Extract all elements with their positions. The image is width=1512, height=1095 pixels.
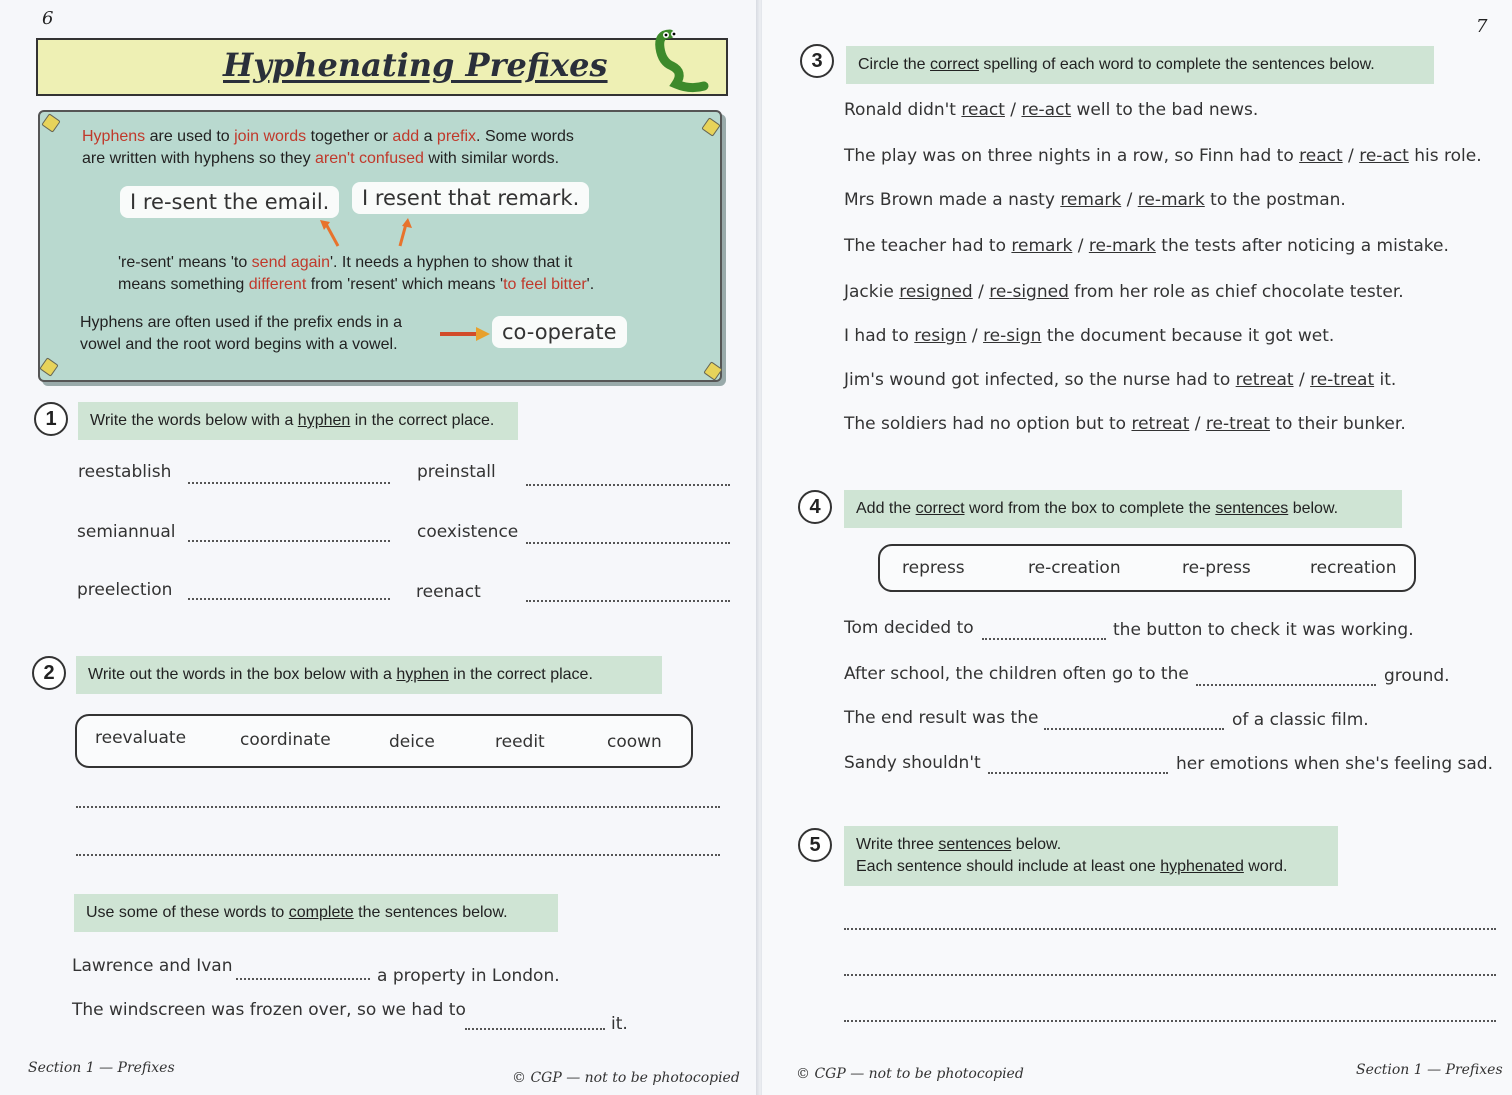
- q1-word: semiannual: [77, 522, 176, 542]
- q4-sentence-2-start: After school, the children often go to the: [844, 664, 1189, 684]
- q4-sentence-2-end: ground.: [1384, 666, 1450, 686]
- q2-answer-line[interactable]: [76, 806, 720, 808]
- q3-option-separator: /: [1004, 100, 1022, 120]
- q1-answer-line[interactable]: [526, 484, 730, 486]
- q3-sentence: [844, 414, 1406, 434]
- q3-option-separator: /: [972, 282, 990, 302]
- q3-option-2[interactable]: re-sign: [983, 326, 1042, 346]
- q5-instruction: Write three sentences below. Each sentence should include at least one hyphenated word.: [844, 826, 1338, 886]
- q1-word: reenact: [416, 582, 481, 602]
- q5-answer-line[interactable]: [844, 1020, 1496, 1022]
- q3-sentence-text: Ronald didn't: [844, 100, 962, 120]
- q2b-instruction: Use some of these words to complete the sentences below.: [74, 894, 558, 932]
- q1-answer-line[interactable]: [188, 482, 390, 484]
- q3-option-2[interactable]: re-signed: [989, 282, 1069, 302]
- question-number-1: 1: [34, 402, 68, 436]
- q5-answer-line[interactable]: [844, 974, 1496, 976]
- explain-text: 're-sent' means 'to send again'. It needs a hyphen to show that it means something different from 'resent' which means 'to feel bitter'.: [118, 254, 595, 293]
- q3-sentence-text: the document because it got wet.: [1041, 326, 1335, 346]
- q3-option-2[interactable]: re-act: [1359, 146, 1409, 166]
- q2b-sentence-2-end: it.: [611, 1014, 628, 1034]
- q3-option-1[interactable]: react: [961, 100, 1005, 120]
- q3-sentence-text: his role.: [1408, 146, 1482, 166]
- q3-sentence: [844, 236, 1449, 256]
- q2-box-word: coordinate: [240, 730, 331, 750]
- q3-instruction: Circle the correct spelling of each word to complete the sentences below.: [846, 46, 1434, 84]
- q3-option-1[interactable]: remark: [1011, 236, 1073, 256]
- question-number-5: 5: [798, 828, 832, 862]
- q4-instruction: Add the correct word from the box to complete the sentences below.: [844, 490, 1402, 528]
- q3-sentence: [844, 146, 1482, 166]
- q3-sentence: [844, 190, 1346, 210]
- q5-answer-line[interactable]: [844, 928, 1496, 930]
- q3-sentence-text: well to the bad news.: [1071, 100, 1259, 120]
- q4-sentence-1-start: Tom decided to: [844, 618, 974, 638]
- q2-box-word: coown: [607, 732, 662, 752]
- q3-sentence-text: Jackie: [844, 282, 900, 302]
- footer-copyright-right: © CGP — not to be photocopied: [796, 1066, 1024, 1082]
- vowel-rule-text: Hyphens are often used if the prefix ends in a vowel and the root word begins with a vowel.: [80, 314, 402, 353]
- q3-option-separator: /: [1293, 370, 1311, 390]
- q3-option-separator: /: [966, 326, 984, 346]
- q2b-sentence-2-start: The windscreen was frozen over, so we had to: [72, 1000, 466, 1020]
- q1-word: preinstall: [417, 462, 496, 482]
- q3-sentence: [844, 100, 1258, 120]
- q4-box-word: re-press: [1182, 558, 1251, 578]
- q2b-answer-line[interactable]: [465, 1028, 605, 1030]
- q4-box-word: repress: [902, 558, 965, 578]
- pointer-arrows-icon: [316, 216, 416, 250]
- q1-word: preelection: [77, 580, 173, 600]
- q3-option-2[interactable]: re-treat: [1205, 414, 1270, 434]
- q1-answer-line[interactable]: [188, 598, 390, 600]
- q4-sentence-3-end: of a classic film.: [1232, 710, 1369, 730]
- title-banner: [36, 38, 728, 96]
- q1-answer-line[interactable]: [526, 600, 730, 602]
- question-number-2: 2: [32, 656, 66, 690]
- q2-answer-line[interactable]: [76, 854, 720, 856]
- q1-instruction: Write the words below with a hyphen in the correct place.: [78, 402, 518, 440]
- q3-option-separator: /: [1342, 146, 1360, 166]
- intro-text: Hyphens are used to join words together or add a prefix. Some words are written with hyphens so they aren't confused with similar words.: [82, 128, 574, 167]
- q2-box-word: deice: [389, 732, 435, 752]
- q1-word: coexistence: [417, 522, 519, 542]
- q3-option-separator: /: [1072, 236, 1089, 256]
- example-bubble-2: I resent that remark.: [352, 182, 589, 214]
- q3-sentence-text: to the postman.: [1204, 190, 1346, 210]
- q4-sentence-3-start: The end result was the: [844, 708, 1039, 728]
- footer-copyright-left: © CGP — not to be photocopied: [512, 1070, 740, 1086]
- q3-sentence-text: Mrs Brown made a nasty: [844, 190, 1061, 210]
- q3-option-2[interactable]: re-treat: [1310, 370, 1375, 390]
- arrow-right-icon: [438, 326, 492, 342]
- snake-mascot-icon: [650, 26, 710, 96]
- q2-box-word: reevaluate: [95, 728, 187, 748]
- q2-box-word: reedit: [495, 732, 545, 752]
- q4-sentence-4-start: Sandy shouldn't: [844, 753, 981, 773]
- page-number-right: 7: [1476, 16, 1488, 37]
- q2-word-box: [75, 714, 693, 768]
- q3-option-1[interactable]: resigned: [899, 282, 973, 302]
- pin-icon: [703, 361, 722, 380]
- q3-sentence-text: to their bunker.: [1269, 414, 1406, 434]
- q3-sentence: [844, 282, 1404, 302]
- q2b-sentence-1-start: Lawrence and Ivan: [72, 956, 233, 976]
- q3-sentence-text: The teacher had to: [844, 236, 1012, 256]
- q4-answer-line[interactable]: [1044, 728, 1224, 730]
- q3-option-1[interactable]: retreat: [1131, 414, 1190, 434]
- q3-sentence: [844, 326, 1334, 346]
- q1-answer-line[interactable]: [188, 540, 390, 542]
- q3-option-1[interactable]: retreat: [1235, 370, 1294, 390]
- q4-answer-line[interactable]: [988, 772, 1168, 774]
- q1-word: reestablish: [78, 462, 172, 482]
- q3-option-1[interactable]: remark: [1060, 190, 1122, 210]
- q3-option-2[interactable]: re-mark: [1137, 190, 1205, 210]
- q3-sentence-text: Jim's wound got infected, so the nurse had to: [844, 370, 1236, 390]
- q3-option-1[interactable]: resign: [914, 326, 967, 346]
- q3-option-separator: /: [1121, 190, 1138, 210]
- right-page: [762, 0, 1512, 1095]
- q3-sentence-text: I had to: [844, 326, 915, 346]
- q4-answer-line[interactable]: [1196, 684, 1376, 686]
- q3-sentence-text: the tests after noticing a mistake.: [1155, 236, 1449, 256]
- q3-sentence-text: it.: [1374, 370, 1397, 390]
- pin-icon: [41, 113, 60, 132]
- q4-answer-line[interactable]: [982, 638, 1106, 640]
- vowel-example-bubble: co-operate: [492, 316, 627, 348]
- q2-instruction: Write out the words in the box below with a hyphen in the correct place.: [76, 656, 662, 694]
- q3-option-2[interactable]: re-act: [1021, 100, 1072, 120]
- pin-icon: [39, 357, 58, 376]
- q4-box-word: re-creation: [1028, 558, 1121, 578]
- q3-option-1[interactable]: react: [1299, 146, 1343, 166]
- footer-section-left: Section 1 — Prefixes: [28, 1060, 175, 1076]
- q2b-answer-line[interactable]: [236, 978, 370, 980]
- q4-sentence-4-end: her emotions when she's feeling sad.: [1176, 754, 1493, 774]
- q4-sentence-1-end: the button to check it was working.: [1113, 620, 1414, 640]
- q3-option-2[interactable]: re-mark: [1088, 236, 1156, 256]
- q4-word-box: [878, 544, 1416, 592]
- q1-answer-line[interactable]: [526, 542, 730, 544]
- footer-section-right: Section 1 — Prefixes: [1356, 1062, 1503, 1078]
- info-box: [38, 110, 722, 382]
- page-title: Hyphenating Prefixes: [223, 46, 608, 84]
- q3-sentence-text: The soldiers had no option but to: [844, 414, 1132, 434]
- q3-sentence-text: from her role as chief chocolate tester.: [1068, 282, 1404, 302]
- q4-box-word: recreation: [1310, 558, 1397, 578]
- page-number-left: 6: [42, 8, 54, 29]
- q3-sentence: [844, 370, 1396, 390]
- q3-sentence-text: The play was on three nights in a row, so Finn had to: [844, 146, 1300, 166]
- example-bubble-1: I re-sent the email.: [120, 186, 339, 218]
- question-number-4: 4: [798, 490, 832, 524]
- q2b-sentence-1-end: a property in London.: [377, 966, 560, 986]
- pin-icon: [701, 117, 720, 136]
- question-number-3: 3: [800, 44, 834, 78]
- q3-option-separator: /: [1189, 414, 1206, 434]
